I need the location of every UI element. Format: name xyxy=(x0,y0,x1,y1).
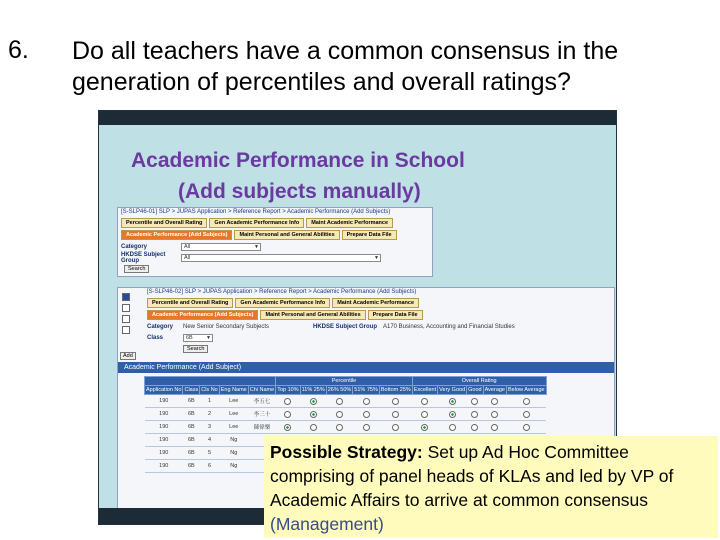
category-label: Category xyxy=(147,323,174,330)
cell-cls-no: 1 xyxy=(200,395,220,408)
cell-chi-name: 陳偉樂 xyxy=(248,421,275,434)
rating-radio[interactable] xyxy=(449,398,456,405)
rating-radio-cell xyxy=(412,408,437,421)
percentile-radio-cell xyxy=(300,395,326,408)
chevron-down-icon: ▼ xyxy=(254,243,259,250)
tab-add-subjects[interactable]: Academic Performance (Add Subjects) xyxy=(147,310,258,320)
tab-add-subjects[interactable]: Academic Performance (Add Subjects) xyxy=(121,230,232,240)
tab-maint-academic[interactable]: Maint Academic Performance xyxy=(306,218,393,228)
rating-radio[interactable] xyxy=(449,424,456,431)
subject-group-value: A170 Business, Accounting and Financial Studies xyxy=(383,323,515,330)
percentile-radio-cell xyxy=(276,408,300,421)
row-checkbox[interactable] xyxy=(122,326,130,334)
rating-radio[interactable] xyxy=(523,411,530,418)
cell-app-no: 190 xyxy=(145,421,183,434)
category-value: All xyxy=(184,243,191,250)
category-row xyxy=(144,321,614,332)
col-11-25: 11% 25% xyxy=(301,387,325,393)
col-eng-name[interactable]: Eng Name xyxy=(220,387,247,393)
add-button[interactable]: Add xyxy=(120,352,136,360)
tab-maint-academic[interactable]: Maint Academic Performance xyxy=(332,298,419,308)
tab-bar-row2 xyxy=(118,229,432,241)
screenshot-title-line2: (Add subjects manually) xyxy=(178,180,421,203)
rating-radio-cell xyxy=(483,421,506,434)
percentile-radio[interactable] xyxy=(310,424,317,431)
subject-group-select[interactable] xyxy=(181,254,381,262)
col-cls-no[interactable]: Cls No xyxy=(201,387,218,393)
strategy-tag: (Management) xyxy=(270,514,384,534)
rating-radio-cell xyxy=(483,395,506,408)
cell-app-no: 190 xyxy=(145,447,183,460)
cell-chi-name: 李三十 xyxy=(248,408,275,421)
academic-performance-header: Academic Performance (Add Subject) xyxy=(118,362,614,373)
cell-class: 6B xyxy=(183,460,200,473)
percentile-radio[interactable] xyxy=(336,424,343,431)
table-row xyxy=(145,395,547,408)
percentile-radio-cell xyxy=(353,395,380,408)
percentile-radio[interactable] xyxy=(392,411,399,418)
cell-app-no: 190 xyxy=(145,460,183,473)
class-row xyxy=(144,332,614,343)
tab-bar xyxy=(144,297,614,309)
cell-cls-no: 3 xyxy=(200,421,220,434)
cell-class: 6B xyxy=(183,447,200,460)
category-label: Category xyxy=(121,243,148,250)
category-select[interactable] xyxy=(181,243,261,251)
rating-radio-cell xyxy=(483,408,506,421)
rating-radio[interactable] xyxy=(449,411,456,418)
percentile-radio[interactable] xyxy=(363,411,370,418)
percentile-radio[interactable] xyxy=(392,398,399,405)
col-top-10: Top 10% xyxy=(277,387,299,393)
cell-chi-name: 李五七 xyxy=(248,395,275,408)
col-chi-name[interactable]: Chi Name xyxy=(249,387,275,393)
col-average: Average xyxy=(484,387,505,393)
col-26-50: 26% 50% xyxy=(327,387,352,393)
percentile-radio[interactable] xyxy=(284,424,291,431)
percentile-radio[interactable] xyxy=(284,398,291,405)
slide-number: 6. xyxy=(8,36,29,64)
rating-radio-cell xyxy=(467,395,483,408)
col-very-good: Very Good xyxy=(439,387,466,393)
col-good: Good xyxy=(468,387,482,393)
percentile-radio[interactable] xyxy=(310,411,317,418)
search-button[interactable]: Search xyxy=(124,265,149,273)
rating-radio-cell xyxy=(438,408,467,421)
percentile-radio[interactable] xyxy=(392,424,399,431)
cell-eng-name: Lee xyxy=(219,395,248,408)
percentile-group-header: Percentile xyxy=(276,377,413,386)
chevron-down-icon: ▼ xyxy=(374,254,379,261)
percentile-radio-cell xyxy=(276,421,300,434)
cell-cls-no: 2 xyxy=(200,408,220,421)
tab-percentile-rating[interactable]: Percentile and Overall Rating xyxy=(147,298,233,308)
table-group-blank xyxy=(145,377,276,386)
percentile-radio-cell xyxy=(326,408,353,421)
rating-radio[interactable] xyxy=(491,411,498,418)
col-class[interactable]: Class xyxy=(184,387,199,393)
percentile-radio-cell xyxy=(326,421,353,434)
rating-radio[interactable] xyxy=(471,411,478,418)
cell-app-no: 190 xyxy=(145,408,183,421)
rating-radio-cell xyxy=(467,408,483,421)
col-excellent: Excellent xyxy=(413,387,437,393)
cell-class: 6B xyxy=(183,421,200,434)
rating-radio-cell xyxy=(412,395,437,408)
cell-cls-no: 6 xyxy=(200,460,220,473)
cell-cls-no: 4 xyxy=(200,434,220,447)
window-2-content xyxy=(144,288,614,354)
cell-eng-name: Lee xyxy=(219,408,248,421)
percentile-radio-cell xyxy=(300,421,326,434)
rating-radio-cell xyxy=(438,421,467,434)
subject-group-value: All xyxy=(184,254,191,261)
strategy-label: Possible Strategy: xyxy=(270,442,423,462)
rating-radio[interactable] xyxy=(471,424,478,431)
tab-percentile-rating[interactable]: Percentile and Overall Rating xyxy=(121,218,207,228)
rating-radio-cell xyxy=(507,395,547,408)
breadcrumb: [S-SLP46-02] SLP > JUPAS Application > Reference Report > Academic Performance (Add Subjects) xyxy=(147,289,417,295)
screenshot-top-bar xyxy=(99,111,616,125)
tab-bar-row2 xyxy=(144,309,614,321)
rating-radio[interactable] xyxy=(491,398,498,405)
percentile-radio-cell xyxy=(379,408,412,421)
percentile-radio-cell xyxy=(326,395,353,408)
rating-radio-cell xyxy=(467,421,483,434)
cell-eng-name: Ng xyxy=(219,460,248,473)
subject-group-row xyxy=(118,252,432,263)
strategy-text: Set up Ad Hoc Committee comprising of panel heads of KLAs and led by VP of Academic Affairs to arrive at common consensus xyxy=(270,442,674,510)
percentile-radio[interactable] xyxy=(336,398,343,405)
percentile-radio[interactable] xyxy=(336,411,343,418)
search-row xyxy=(144,343,614,354)
percentile-radio-cell xyxy=(353,408,380,421)
breadcrumb: [S-SLP46-01] SLP > JUPAS Application > Reference Report > Academic Performance (Add Subjects) xyxy=(121,209,391,215)
cell-eng-name: Ng xyxy=(219,447,248,460)
rating-radio-cell xyxy=(438,395,467,408)
window-add-subjects-1 xyxy=(117,207,433,277)
category-row xyxy=(118,241,432,252)
cell-app-no: 190 xyxy=(145,395,183,408)
slide-question: Do all teachers have a common consensus in the generation of percentiles and overall ratings? xyxy=(72,37,619,96)
rating-radio[interactable] xyxy=(421,424,428,431)
screenshot-title xyxy=(131,145,465,207)
class-label: Class xyxy=(147,334,164,341)
overall-group-header: Overall Rating xyxy=(412,377,546,386)
rating-radio[interactable] xyxy=(491,424,498,431)
tab-maint-personal[interactable]: Maint Personal and General Abilities xyxy=(234,230,339,240)
cell-class: 6B xyxy=(183,434,200,447)
cell-eng-name: Ng xyxy=(219,434,248,447)
screenshot-title-line1: Academic Performance in School xyxy=(131,149,465,172)
percentile-radio[interactable] xyxy=(363,424,370,431)
table-column-header xyxy=(145,386,547,395)
cell-cls-no: 5 xyxy=(200,447,220,460)
percentile-radio-cell xyxy=(276,395,300,408)
tab-maint-personal[interactable]: Maint Personal and General Abilities xyxy=(260,310,365,320)
percentile-radio-cell xyxy=(379,421,412,434)
percentile-radio-cell xyxy=(379,395,412,408)
category-value: New Senior Secondary Subjects xyxy=(183,323,270,330)
rating-radio-cell xyxy=(507,421,547,434)
chevron-down-icon: ▼ xyxy=(206,334,211,341)
strategy-callout xyxy=(264,436,718,538)
row-checkbox[interactable] xyxy=(122,293,130,301)
percentile-radio-cell xyxy=(353,421,380,434)
cell-class: 6B xyxy=(183,395,200,408)
cell-eng-name: Lee xyxy=(219,421,248,434)
percentile-radio[interactable] xyxy=(363,398,370,405)
tab-gen-academic-info[interactable]: Gen Academic Performance Info xyxy=(209,218,304,228)
subject-group-label: HKDSE Subject Group xyxy=(121,251,166,264)
rating-radio-cell xyxy=(412,421,437,434)
rating-radio[interactable] xyxy=(421,398,428,405)
percentile-radio[interactable] xyxy=(310,398,317,405)
rating-radio[interactable] xyxy=(471,398,478,405)
row-checkbox[interactable] xyxy=(122,304,130,312)
search-button[interactable]: Search xyxy=(183,345,208,353)
col-51-75: 51% 75% xyxy=(354,387,378,393)
tab-prepare-data[interactable]: Prepare Data File xyxy=(368,310,423,320)
rating-radio[interactable] xyxy=(523,398,530,405)
selection-column xyxy=(120,290,134,337)
percentile-radio[interactable] xyxy=(284,411,291,418)
col-app-no[interactable]: Application No xyxy=(146,387,182,393)
rating-radio-cell xyxy=(507,408,547,421)
col-bottom-25: Bottom 25% xyxy=(380,387,411,393)
search-row xyxy=(118,263,432,274)
cell-app-no: 190 xyxy=(145,434,183,447)
rating-radio[interactable] xyxy=(523,424,530,431)
row-checkbox[interactable] xyxy=(122,315,130,323)
cell-class: 6B xyxy=(183,408,200,421)
tab-gen-academic-info[interactable]: Gen Academic Performance Info xyxy=(235,298,330,308)
rating-radio[interactable] xyxy=(421,411,428,418)
table-row xyxy=(145,408,547,421)
subject-group-label: HKDSE Subject Group xyxy=(313,323,378,330)
table-row xyxy=(145,421,547,434)
percentile-radio-cell xyxy=(300,408,326,421)
table-group-header xyxy=(145,377,547,386)
col-below-average: Below Average xyxy=(508,387,545,393)
tab-prepare-data[interactable]: Prepare Data File xyxy=(342,230,397,240)
tab-bar xyxy=(118,217,432,229)
class-select[interactable] xyxy=(183,334,213,342)
class-value: 6B xyxy=(186,334,193,341)
